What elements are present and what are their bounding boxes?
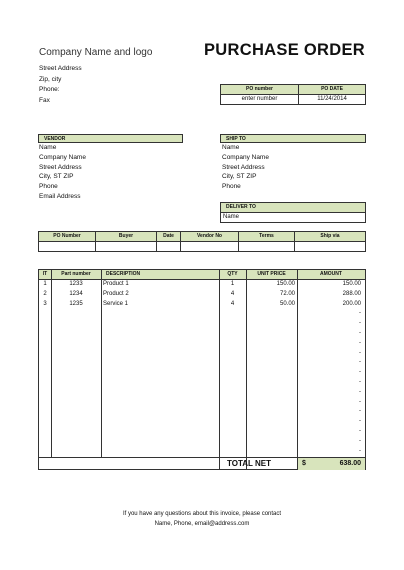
item-amount-placeholder[interactable]: - <box>359 388 361 395</box>
cell-buyer[interactable] <box>96 242 157 252</box>
po-number-value[interactable]: enter number <box>221 95 299 105</box>
item-qty[interactable]: 1 <box>230 281 235 287</box>
item-amount-placeholder[interactable]: - <box>359 447 361 454</box>
col-buyer: Buyer <box>96 232 157 242</box>
col-terms: Terms <box>239 232 295 242</box>
item-part-number[interactable]: 1235 <box>69 300 83 307</box>
company-zip-city: Zip, city <box>39 75 62 83</box>
vendor-phone: Phone <box>39 183 58 191</box>
footer-line-1: If you have any questions about this invoice, please contact <box>122 511 282 517</box>
table-row <box>39 309 365 319</box>
company-fax: Fax <box>39 96 50 104</box>
ship-to-city: City, ST ZIP <box>222 173 257 181</box>
vendor-city: City, ST ZIP <box>39 173 74 181</box>
cell-ship-via[interactable] <box>295 242 366 252</box>
vendor-header: VENDOR <box>38 134 183 143</box>
table-row <box>39 437 365 447</box>
total-net-value: 638.00 <box>339 460 361 467</box>
deliver-to-table <box>220 202 366 223</box>
total-net-label: TOTAL NET <box>227 459 271 468</box>
table-row <box>39 358 365 368</box>
table-row <box>39 388 365 398</box>
item-amount-placeholder[interactable]: - <box>359 330 361 336</box>
item-amount-placeholder[interactable]: - <box>359 369 361 376</box>
po-date-value[interactable]: 11/24/2014 <box>299 95 366 105</box>
deliver-to-header: DELIVER TO <box>221 203 366 213</box>
table-row <box>39 300 365 310</box>
item-qty[interactable]: 4 <box>230 300 235 307</box>
item-amount-placeholder[interactable]: - <box>359 379 361 385</box>
cell-po-number[interactable] <box>39 242 96 252</box>
company-address-block <box>39 64 82 106</box>
item-number[interactable]: 1 <box>43 281 47 287</box>
ship-to-street: Street Address <box>222 163 265 171</box>
item-unit-price[interactable]: 72.00 <box>279 290 295 297</box>
table-row <box>39 417 365 427</box>
item-amount-placeholder[interactable]: - <box>359 320 361 327</box>
item-amount[interactable]: 288.00 <box>342 290 361 297</box>
table-row <box>39 339 365 349</box>
item-number[interactable]: 3 <box>43 300 47 307</box>
table-row <box>39 290 365 300</box>
item-amount-placeholder[interactable]: - <box>359 359 361 366</box>
item-description[interactable]: Service 1 <box>103 300 129 307</box>
items-col-amount: AMOUNT <box>320 271 342 277</box>
table-row <box>39 398 365 408</box>
items-col-description: DESCRIPTION <box>106 271 141 277</box>
item-amount-placeholder[interactable]: - <box>359 428 361 434</box>
currency-symbol: $ <box>302 460 306 467</box>
item-amount-placeholder[interactable]: - <box>359 339 361 346</box>
item-amount-placeholder[interactable]: - <box>359 418 361 425</box>
table-row <box>39 368 365 378</box>
item-amount[interactable]: 150.00 <box>342 281 361 287</box>
item-amount-placeholder[interactable]: - <box>359 408 361 415</box>
vendor-street: Street Address <box>39 163 82 171</box>
col-po-number: PO Number <box>39 232 96 242</box>
col-ship-via: Ship via <box>295 232 366 242</box>
item-description[interactable]: Product 1 <box>103 281 129 287</box>
company-phone: Phone: <box>39 86 60 93</box>
table-row <box>39 427 365 437</box>
table-row <box>39 329 365 339</box>
table-row <box>39 447 365 457</box>
vendor-name: Name <box>39 144 57 151</box>
vendor-company: Company Name <box>39 153 86 161</box>
item-unit-price[interactable]: 150.00 <box>276 281 295 287</box>
items-col-part: Part number <box>61 271 91 277</box>
col-date: Date <box>157 232 181 242</box>
po-date-header: PO DATE <box>299 85 366 95</box>
po-number-header: PO number <box>221 85 299 95</box>
company-street: Street Address <box>39 65 82 72</box>
vendor-address-block <box>39 143 86 202</box>
items-col-qty: QTY <box>227 271 238 277</box>
footer-contact: Name, Phone, email@address.com <box>154 521 250 527</box>
vendor-email: Email Address <box>39 192 81 200</box>
item-amount-placeholder[interactable]: - <box>359 398 361 405</box>
item-qty[interactable]: 4 <box>230 290 235 297</box>
col-vendor-no: Vendor No <box>181 232 239 242</box>
ship-to-header: SHIP TO <box>220 134 366 143</box>
cell-vendor-no[interactable] <box>181 242 239 252</box>
ship-to-name: Name <box>222 144 240 151</box>
cell-date[interactable] <box>157 242 181 252</box>
item-part-number[interactable]: 1234 <box>69 290 83 297</box>
item-number[interactable]: 2 <box>43 290 47 297</box>
table-row <box>39 319 365 329</box>
order-info-table <box>38 231 366 252</box>
item-description[interactable]: Product 2 <box>103 290 129 297</box>
ship-to-address-block <box>222 143 269 192</box>
item-amount[interactable]: 200.00 <box>342 300 361 307</box>
table-row <box>39 407 365 417</box>
items-table <box>38 269 366 470</box>
items-col-unit-price: UNIT PRICE <box>257 271 286 277</box>
document-title: PURCHASE ORDER <box>204 41 365 59</box>
item-amount-placeholder[interactable]: - <box>359 437 361 444</box>
table-row <box>39 280 365 290</box>
table-row <box>39 378 365 388</box>
deliver-to-value[interactable]: Name <box>221 213 366 223</box>
item-unit-price[interactable]: 50.00 <box>279 300 295 307</box>
ship-to-phone: Phone <box>222 183 241 191</box>
item-part-number[interactable]: 1233 <box>69 281 83 287</box>
item-amount-placeholder[interactable]: - <box>359 310 361 317</box>
cell-terms[interactable] <box>239 242 295 252</box>
table-row <box>39 349 365 359</box>
items-col-it: IT <box>42 271 48 277</box>
po-info-table <box>220 84 366 105</box>
item-amount-placeholder[interactable]: - <box>359 349 361 356</box>
ship-to-company: Company Name <box>222 153 269 161</box>
company-name-logo: Company Name and logo <box>39 47 153 58</box>
